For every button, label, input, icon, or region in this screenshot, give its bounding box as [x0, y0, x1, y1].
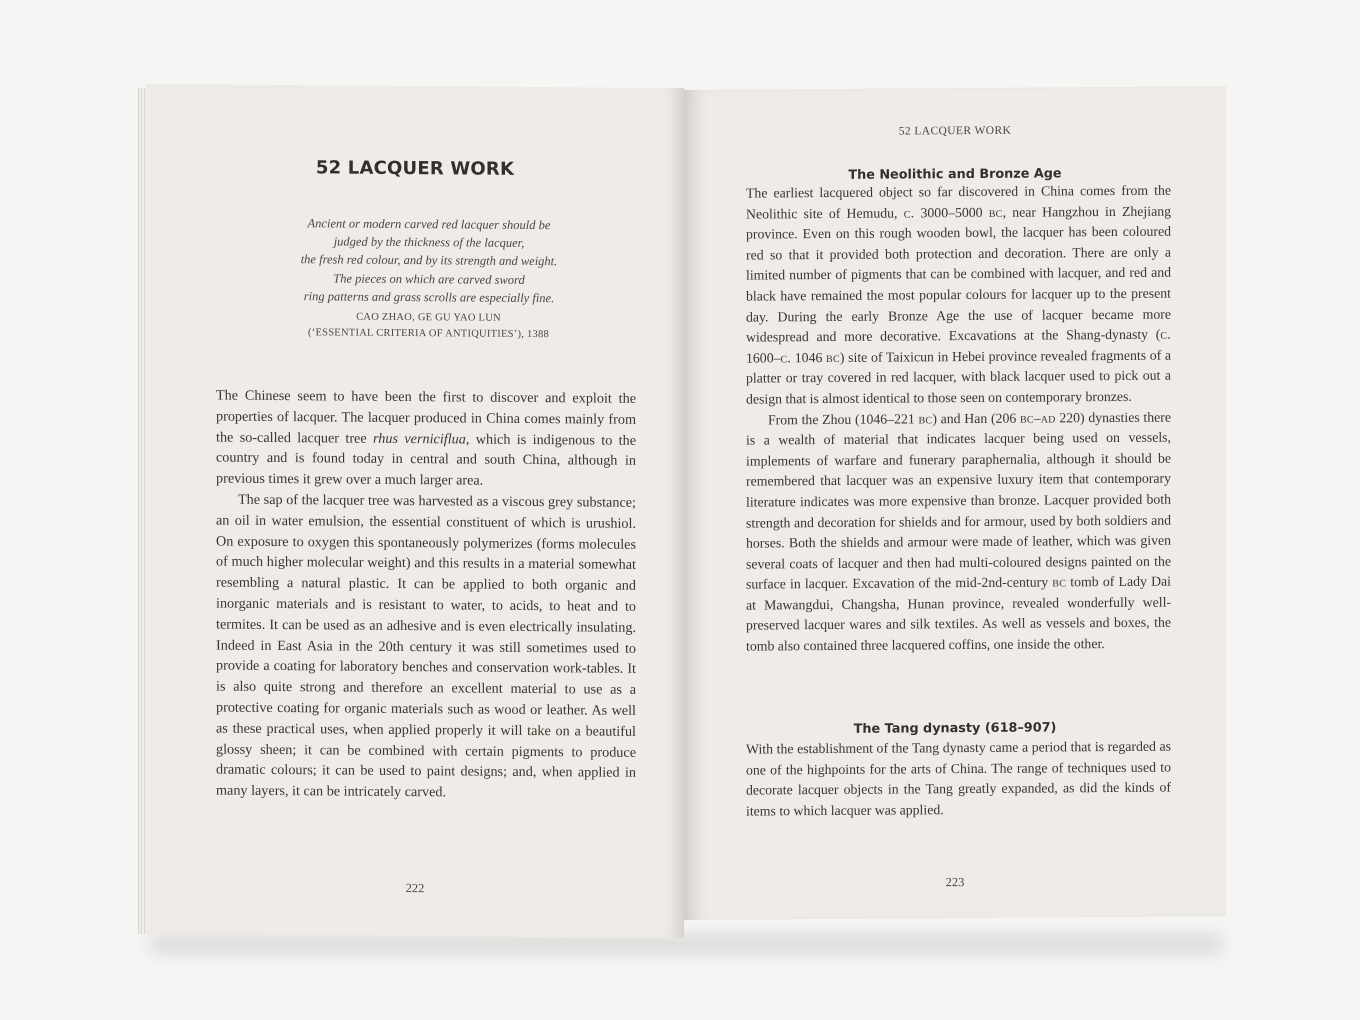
left-body-text — [216, 386, 636, 805]
chapter-title: 52 LACQUER WORK — [315, 157, 515, 180]
paragraph-text: tomb of Lady Dai at Mawangdui, Changsha, Hunan province, revealed wonderfully well-preserved lacquer wares and silk textiles. As well as vessels and boxes, the tomb also contained three lacquered coffins, one inside the other. — [746, 573, 1171, 654]
epigraph-line: the fresh red colour, and by its strength and weight. — [300, 252, 558, 269]
epigraph-line: ring patterns and grass scrolls are especially fine. — [303, 289, 555, 306]
right-page — [684, 86, 1226, 920]
era-abbreviation: bc — [1019, 410, 1034, 426]
abbreviation: c. — [903, 204, 915, 221]
paragraph-text: The earliest lacquered object so far discovered in China comes from the Neolithic site of Hemudu, — [746, 182, 1171, 222]
body-paragraph — [746, 181, 1171, 410]
attribution-line: (‘ESSENTIAL CRITERIA OF ANTIQUITIES’), 1388 — [307, 327, 550, 341]
body-paragraph: The sap of the lacquer tree was harvested as a viscous grey substance; an oil in water emulsion, the essential constituent of which is urushiol. On exposure to oxygen this spontaneously polymerizes (forms molecules of much higher molecular weight) and this results in a material somewhat resembling a natural plastic. It can be applied to both organic and inorganic materials and is resistant to water, to acids, to heat and to termites. It can be used as an adhesive and is even electrically insulating. Indeed in East Asia in the 20th century it was still sometimes used to provide a coating for laboratory benches and conservation work-tables. It is also quite strong and therefore an excellent material to use as a protective coating for organic materials such as wood or leather. As well as these practical uses, when applied properly it will take on a beautiful glossy sheen; it can be combined with certain pigments to produce dramatic colours; it can be used to paint designs; and, when applied in many layers, it can be intricately carved. — [216, 491, 636, 801]
attribution-line: CAO ZHAO, GE GU YAO LUN — [356, 311, 501, 324]
era-abbreviation: bc — [918, 410, 933, 426]
paragraph-text: 1600– — [746, 350, 781, 366]
era-abbreviation: bc — [826, 349, 840, 365]
body-paragraph — [216, 386, 636, 493]
running-head: 52 LACQUER WORK — [898, 124, 1012, 138]
paragraph-text: , which is indigenous to the country and is found today in central and south China, although in previous times it grew over a much larger area. — [216, 431, 637, 489]
book-shadow — [150, 934, 1222, 954]
paragraph-text: 220) dynasties there is a wealth of material that indicates lacquer being used on vessels, implements of warfare and funerary paraphernalia, although it should be remembered that lacquer was an expensive luxury item that contemporary literature indicates was more expensive than bronze. Lacquer provided both strength and decoration for shields and for armour, used by both soldiers and horses. Both the shields and armour were made of leather, which was given several coats of lacquer and then had multi-coloured designs painted on the surface in lacquer. Excavation of the mid-2nd-century — [746, 409, 1171, 592]
era-abbreviation: bc — [1052, 574, 1067, 590]
paragraph-text: – — [1033, 410, 1041, 426]
section-heading: The Tang dynasty (618–907) — [853, 720, 1057, 737]
abbreviation: c. — [1160, 326, 1171, 342]
right-body-text — [746, 181, 1171, 658]
epigraph-line: judged by the thickness of the lacquer, — [333, 234, 525, 251]
section-heading: The Neolithic and Bronze Age — [848, 166, 1062, 183]
paragraph-text: 1046 — [791, 349, 827, 366]
paragraph-text: , near Hangzhou in Zhejiang province. Even on this rough wooden bowl, the lacquer has been coloured red so that it provided both protection and decoration. There are only a limited number of pigments that can be combined with lacquer, and red and black have remained the most popular colours for lacquer up to the present day. During the early Bronze Age the use of lacquer became more widespread and more decorative. Excavations at the Shang-dynasty ( — [746, 203, 1171, 345]
page-number: 223 — [945, 875, 965, 890]
paragraph-text: From the Zhou (1046–221 — [768, 410, 919, 427]
right-body-text-2 — [746, 737, 1171, 822]
paragraph-text: The Chinese seem to have been the first to discover and exploit the properties of lacquer. The lacquer produced in China comes mainly from the so-called lacquer tree — [216, 387, 636, 447]
epigraph — [264, 214, 594, 308]
paragraph-text: ) site of Taixicun in Hebei province revealed fragments of a platter or tray covered in red lacquer, with black lacquer used to pick out a design that is almost identical to those seen on contemporary bronzes. — [746, 347, 1171, 407]
epigraph-line: Ancient or modern carved red lacquer should be — [307, 216, 551, 233]
left-page — [146, 84, 684, 938]
epigraph-line: The pieces on which are carved sword — [333, 271, 525, 287]
era-abbreviation: ad — [1040, 409, 1056, 426]
abbreviation: c. — [780, 350, 792, 366]
body-paragraph: With the establishment of the Tang dynasty came a period that is regarded as one of the highpoints for the arts of China. The range of techniques used to decorate lacquer objects in the Tang greatly expanded, as did the kinds of items to which lacquer was applied. — [746, 738, 1171, 819]
era-abbreviation: bc — [988, 204, 1003, 220]
botanical-name: rhus verniciflua — [373, 430, 466, 448]
paragraph-text: 3000–5000 — [914, 204, 989, 220]
body-paragraph — [746, 407, 1171, 657]
open-book — [138, 84, 1226, 946]
epigraph-attribution — [246, 309, 611, 344]
page-number: 222 — [405, 881, 425, 896]
paragraph-text: ) and Han (206 — [932, 410, 1020, 426]
